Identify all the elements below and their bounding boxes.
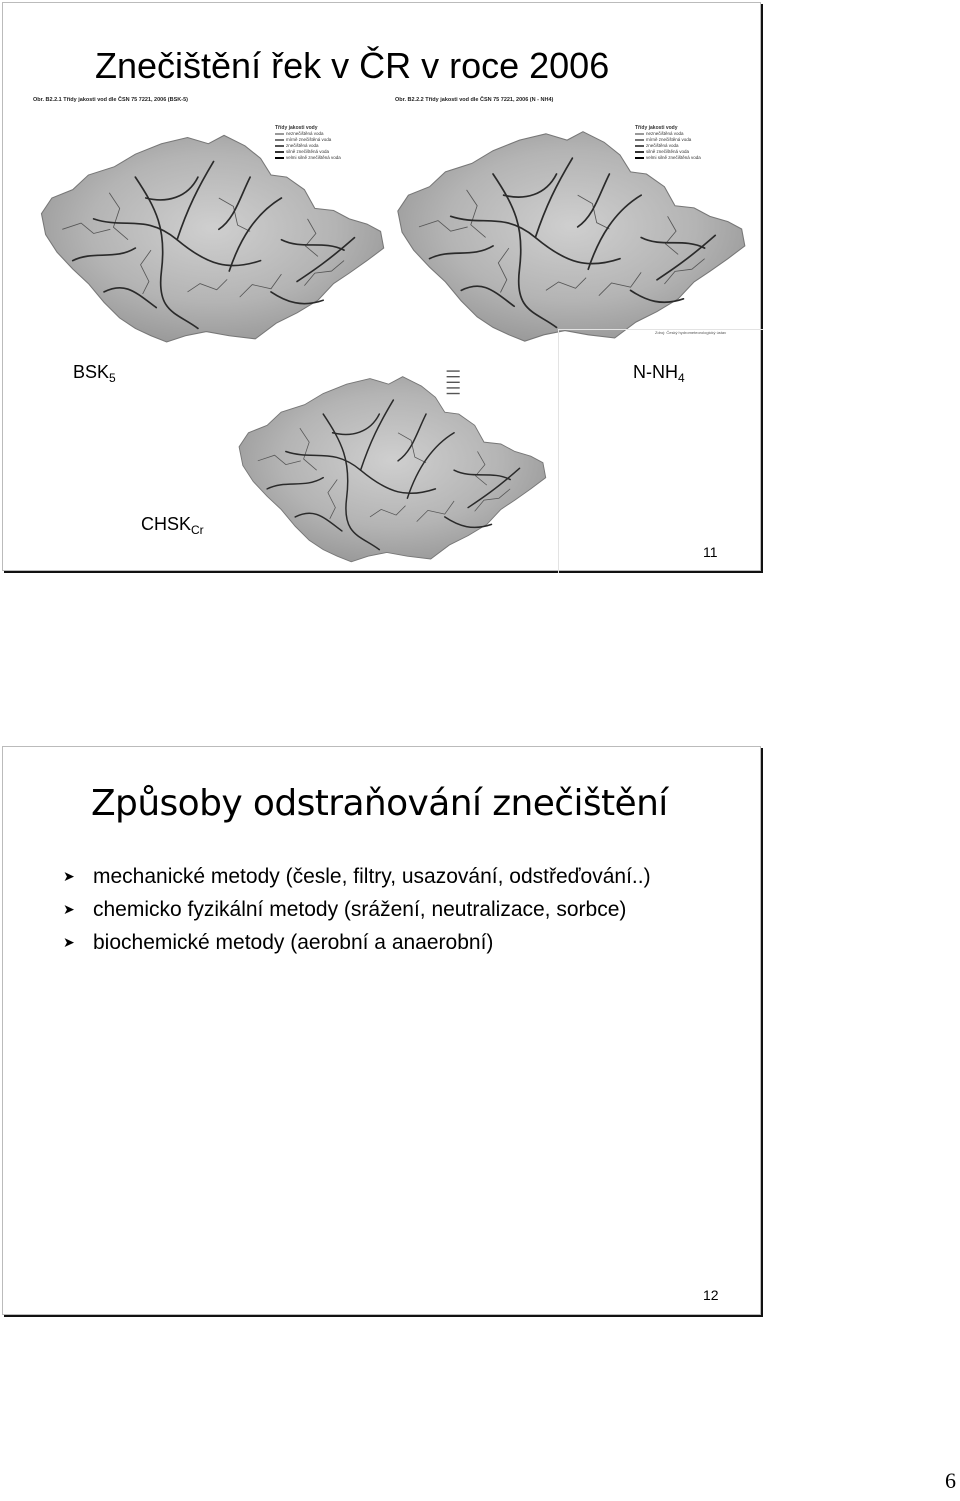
legend-item: mírně znečištěná voda (275, 137, 341, 143)
map-source-note: Zdroj: Český hydrometeorologický ústav (655, 330, 727, 335)
label-bsk5: $BSK_5$ (73, 362, 116, 385)
slide-11 (2, 2, 761, 571)
legend-title: Třídy jakosti vody (635, 125, 678, 131)
map-legend (635, 125, 701, 161)
page-number: 6 (945, 1468, 956, 1493)
legend-item: neznečištěná voda (275, 131, 341, 137)
label-chskcr: $CHSK_{Cr}$ (141, 514, 204, 537)
slide-12 (2, 746, 761, 1315)
slide-number: 12 (703, 1287, 719, 1303)
map-chskcr (221, 358, 561, 573)
map-nnh4 (383, 97, 748, 342)
slide-number: 11 (703, 544, 718, 560)
legend-item: mírně znečištěná voda (635, 137, 701, 143)
legend-item: silně znečištěná voda (635, 149, 701, 155)
legend-item: znečištěná voda (275, 143, 341, 149)
arrowhead-bullet-icon: ➤ (63, 868, 75, 884)
map-caption: Obr. B2.2.2 Třídy jakosti vod dle ČSN 75 7221, 2006 (N - NH4) (395, 97, 554, 103)
czech-river-map-image (221, 358, 561, 573)
legend-item: silně znečištěná voda (275, 149, 341, 155)
label-nnh4: $N-NH_4$ (633, 362, 685, 385)
bullet-item: ➤ biochemické metody (aerobní a anaerobní) (63, 927, 753, 958)
map-legend (275, 125, 341, 161)
map-caption: Obr. B2.2.1 Třídy jakosti vod dle ČSN 75 7221, 2006 (BSK-5) (33, 97, 188, 103)
legend-title: Třídy jakosti vody (275, 125, 318, 131)
slide-title: Způsoby odstraňování znečištění (91, 783, 668, 824)
legend-item: neznečištěná voda (635, 131, 701, 137)
legend-item: velmi silně znečištěná voda (635, 155, 701, 161)
legend-lines-icon (447, 371, 460, 393)
arrowhead-bullet-icon: ➤ (63, 901, 75, 917)
legend-item: velmi silně znečištěná voda (275, 155, 341, 161)
arrowhead-bullet-icon: ➤ (63, 934, 75, 950)
map-bsk5 (31, 97, 391, 347)
bullet-item: ➤ chemicko fyzikální metody (srážení, neutralizace, sorbce) (63, 894, 753, 925)
legend-item: znečištěná voda (635, 143, 701, 149)
bullet-item: ➤ mechanické metody (česle, filtry, usazování, odstřeďování..) (63, 861, 753, 892)
bullet-list (63, 861, 753, 960)
slide-title: Znečištění řek v ČR v roce 2006 (95, 45, 610, 86)
